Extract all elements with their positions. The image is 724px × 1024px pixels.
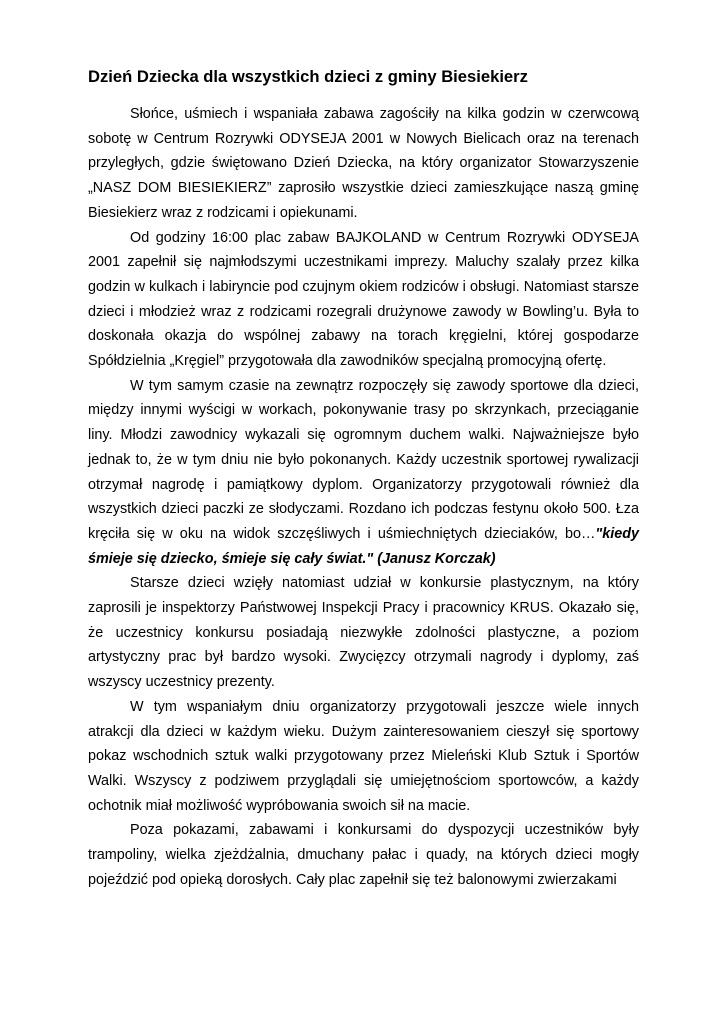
paragraph-3-text: W tym samym czasie na zewnątrz rozpoczęły się zawody sportowe dla dzieci, między innymi wyścigi w workach, pokonywanie trasy po skrzynkach, przeciąganie liny. Młodzi zawodnicy wykazali się ogromnym duchem walki. Najważniejsze było jednak to, że w tym dniu nie było pokonanych. Każdy uczestnik sportowej rywalizacji otrzymał nagrodę i pamiątkowy dyplom. Organizatorzy przygotowali również dla wszystkich dzieci paczki ze słodyczami. Rozdano ich podczas festynu około 500. Łza kręciła się w oku na widok szczęśliwych i uśmiechniętych dzieciaków, bo… — [88, 377, 639, 542]
paragraph-3 — [88, 374, 639, 572]
paragraph-1: Słońce, uśmiech i wspaniała zabawa zagościły na kilka godzin w czerwcową sobotę w Centrum Rozrywki ODYSEJA 2001 w Nowych Bielicach oraz na terenach przyległych, gdzie świętowano Dzień Dziecka, na który organizator Stowarzyszenie „NASZ DOM BIESIEKIERZ” zaprosiło wszystkie dzieci zamieszkujące naszą gminę Biesiekierz wraz z rodzicami i opiekunami. — [88, 106, 639, 221]
document-title: Dzień Dziecka dla wszystkich dzieci z gminy Biesiekierz — [88, 67, 528, 86]
document-page — [88, 66, 639, 893]
paragraph-5: W tym wspaniałym dniu organizatorzy przygotowali jeszcze wiele innych atrakcji dla dzieci w każdym wieku. Dużym zainteresowaniem cieszył się sportowy pokaz wschodnich sztuk walki przygotowany przez Mieleński Klub Sztuk i Sportów Walki. Wszyscy z podziwem przyglądali się umiejętnościom sportowców, a każdy ochotnik miał możliwość wypróbowania swoich sił na macie. — [88, 698, 639, 814]
paragraph-4: Starsze dzieci wzięły natomiast udział w konkursie plastycznym, na który zaprosili je inspektorzy Państwowej Inspekcji Pracy i pracownicy KRUS. Okazało się, że uczestnicy konkursu posiadają niezwykłe zdolności plastyczne, a poziom artystyczny prac był bardzo wysoki. Zwycięzcy otrzymali nagrody i dyplomy, zaś wszyscy uczestnicy prezenty. — [88, 575, 639, 691]
korczak-quote: "kiedy śmieje się dziecko, śmieje się cały świat." (Janusz Korczak) — [88, 525, 639, 567]
paragraph-2: Od godziny 16:00 plac zabaw BAJKOLAND w Centrum Rozrywki ODYSEJA 2001 zapełnił się najmłodszymi uczestnikami imprezy. Maluchy szalały przez kilka godzin w kulkach i labiryncie pod czujnym okiem rodziców i obsługi. Natomiast starsze dzieci i młodzież wraz z rodzicami rozegrali drużynowe zawody w Bowling’u. Była to doskonała okazja do wspólnej zabawy na torach kręgielni, której gospodarze Spółdzielnia „Kręgiel” przygotowała dla zawodników specjalną promocyjną ofertę. — [88, 229, 639, 370]
paragraph-6: Poza pokazami, zabawami i konkursami do dyspozycji uczestników były trampoliny, wielka zjeżdżalnia, dmuchany pałac i quady, na których dzieci mogły pojeździć pod opieką dorosłych. Cały plac zapełnił się też balonowymi zwierzakami — [88, 822, 639, 888]
